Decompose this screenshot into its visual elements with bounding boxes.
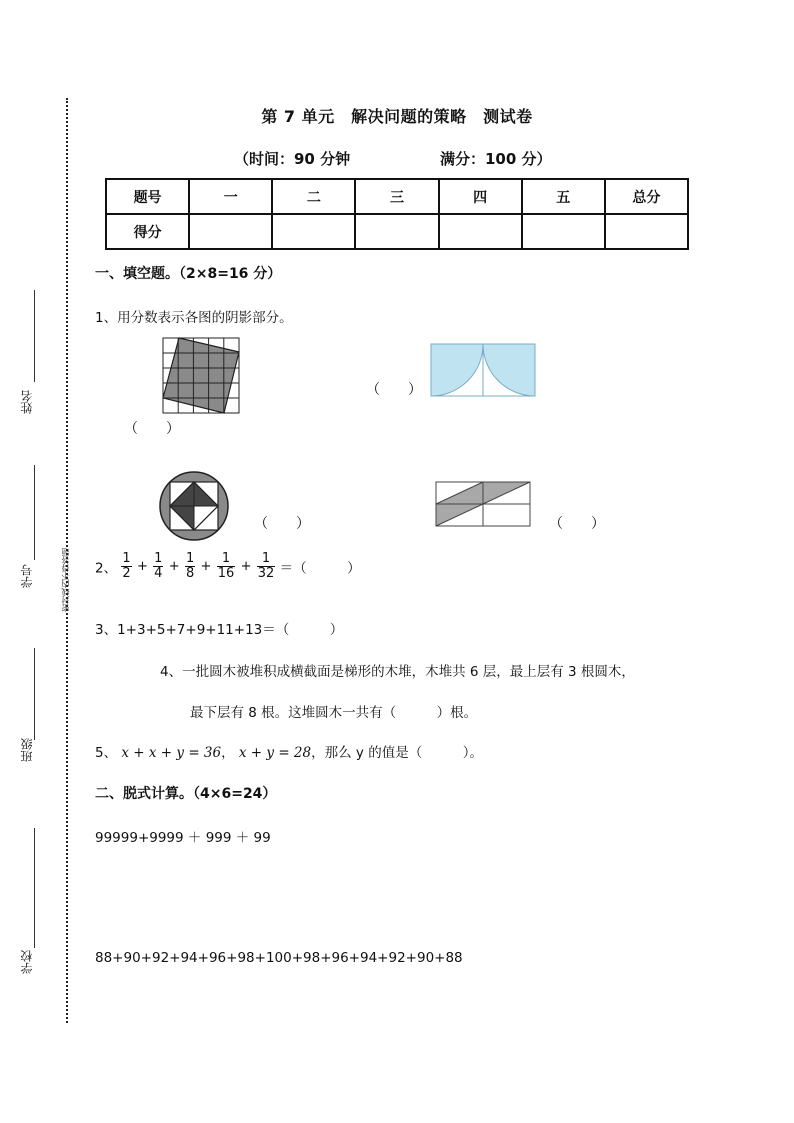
score-input-cell[interactable] bbox=[355, 214, 438, 249]
figure-rectangle-diagonals bbox=[435, 481, 531, 527]
score-table-score-row bbox=[106, 214, 688, 249]
question-2-answer-blank[interactable]: ＝（ ） bbox=[279, 560, 361, 577]
class-underline bbox=[34, 648, 35, 740]
equation-1: x + x + y = 36 bbox=[121, 745, 222, 761]
name-underline bbox=[34, 290, 35, 382]
equation-2: x + y = 28 bbox=[238, 745, 312, 761]
figure-tilted-square bbox=[162, 337, 240, 414]
score-input-cell[interactable] bbox=[272, 214, 355, 249]
section2-heading: 二、脱式计算。（4×6=24） bbox=[95, 786, 277, 802]
score-header-cell: 四 bbox=[439, 179, 522, 214]
figure-quarter-circles bbox=[430, 343, 537, 397]
seal-note: 密封线内不得答题 bbox=[61, 548, 70, 612]
plus-sign: + bbox=[136, 559, 148, 574]
answer-blank-fig3[interactable]: （ ） bbox=[254, 516, 310, 532]
calc-expression-2: 88+90+92+94+96+98+100+98+96+94+92+90+88 bbox=[95, 950, 463, 966]
section1-heading: 一、填空题。（2×8=16 分） bbox=[95, 266, 282, 282]
fraction: $\frac{1}{16}$ bbox=[217, 551, 235, 581]
school-underline bbox=[34, 828, 35, 948]
question-2-number: 2、 bbox=[95, 560, 118, 577]
calc-expression-1: 99999+9999 ＋ 999 ＋ 99 bbox=[95, 830, 271, 846]
score-input-cell[interactable] bbox=[439, 214, 522, 249]
fraction: $\frac{1}{32}$ bbox=[257, 551, 275, 581]
page-title: 第 7 单元 解决问题的策略 测试卷 bbox=[261, 107, 533, 126]
number-label: 学号 bbox=[20, 564, 34, 588]
score-header-cell: 三 bbox=[355, 179, 438, 214]
plus-sign: + bbox=[168, 559, 180, 574]
question-4-line2: 最下层有 8 根。这堆圆木一共有（ ）根。 bbox=[190, 705, 478, 721]
question-2 bbox=[95, 552, 361, 581]
question-1: 1、用分数表示各图的阴影部分。 bbox=[95, 310, 293, 326]
question-5 bbox=[95, 741, 483, 761]
answer-blank-fig2[interactable]: （ ） bbox=[366, 382, 422, 398]
figure-circle-square bbox=[158, 470, 230, 542]
answer-blank-fig4[interactable]: （ ） bbox=[549, 516, 605, 532]
score-header-cell: 总分 bbox=[605, 179, 688, 214]
number-underline bbox=[34, 465, 35, 560]
fraction: $\frac{1}{4}$ bbox=[154, 551, 163, 581]
question-5-number: 5、 bbox=[95, 745, 118, 761]
plus-sign: + bbox=[200, 559, 212, 574]
fraction: $\frac{1}{2}$ bbox=[122, 551, 131, 581]
separator: ， bbox=[221, 745, 235, 761]
score-table-header-row bbox=[106, 179, 688, 214]
time-label: （时间：90 分钟 bbox=[234, 150, 351, 168]
full-score-label: 满分：100 分） bbox=[440, 150, 552, 168]
question-5-text: ，那么 y 的值是（ ）。 bbox=[311, 745, 483, 761]
score-header-cell: 题号 bbox=[106, 179, 189, 214]
score-header-cell: 二 bbox=[272, 179, 355, 214]
class-label: 班级 bbox=[20, 738, 34, 762]
score-input-cell[interactable] bbox=[189, 214, 272, 249]
score-header-cell: 五 bbox=[522, 179, 605, 214]
score-input-cell[interactable] bbox=[522, 214, 605, 249]
score-input-cell[interactable] bbox=[605, 214, 688, 249]
fraction: $\frac{1}{8}$ bbox=[185, 551, 195, 581]
score-table bbox=[105, 178, 689, 250]
name-label: 姓名 bbox=[20, 390, 34, 414]
question-4-line1: 4、一批圆木被堆积成横截面是梯形的木堆，木堆共 6 层，最上层有 3 根圆木， bbox=[160, 664, 635, 680]
score-row-label: 得分 bbox=[106, 214, 189, 249]
school-label: 学校 bbox=[20, 950, 34, 974]
plus-sign: + bbox=[240, 559, 252, 574]
score-header-cell: 一 bbox=[189, 179, 272, 214]
question-3: 3、1+3+5+7+9+11+13＝（ ） bbox=[95, 622, 344, 638]
answer-blank-fig1[interactable]: （ ） bbox=[124, 421, 180, 437]
